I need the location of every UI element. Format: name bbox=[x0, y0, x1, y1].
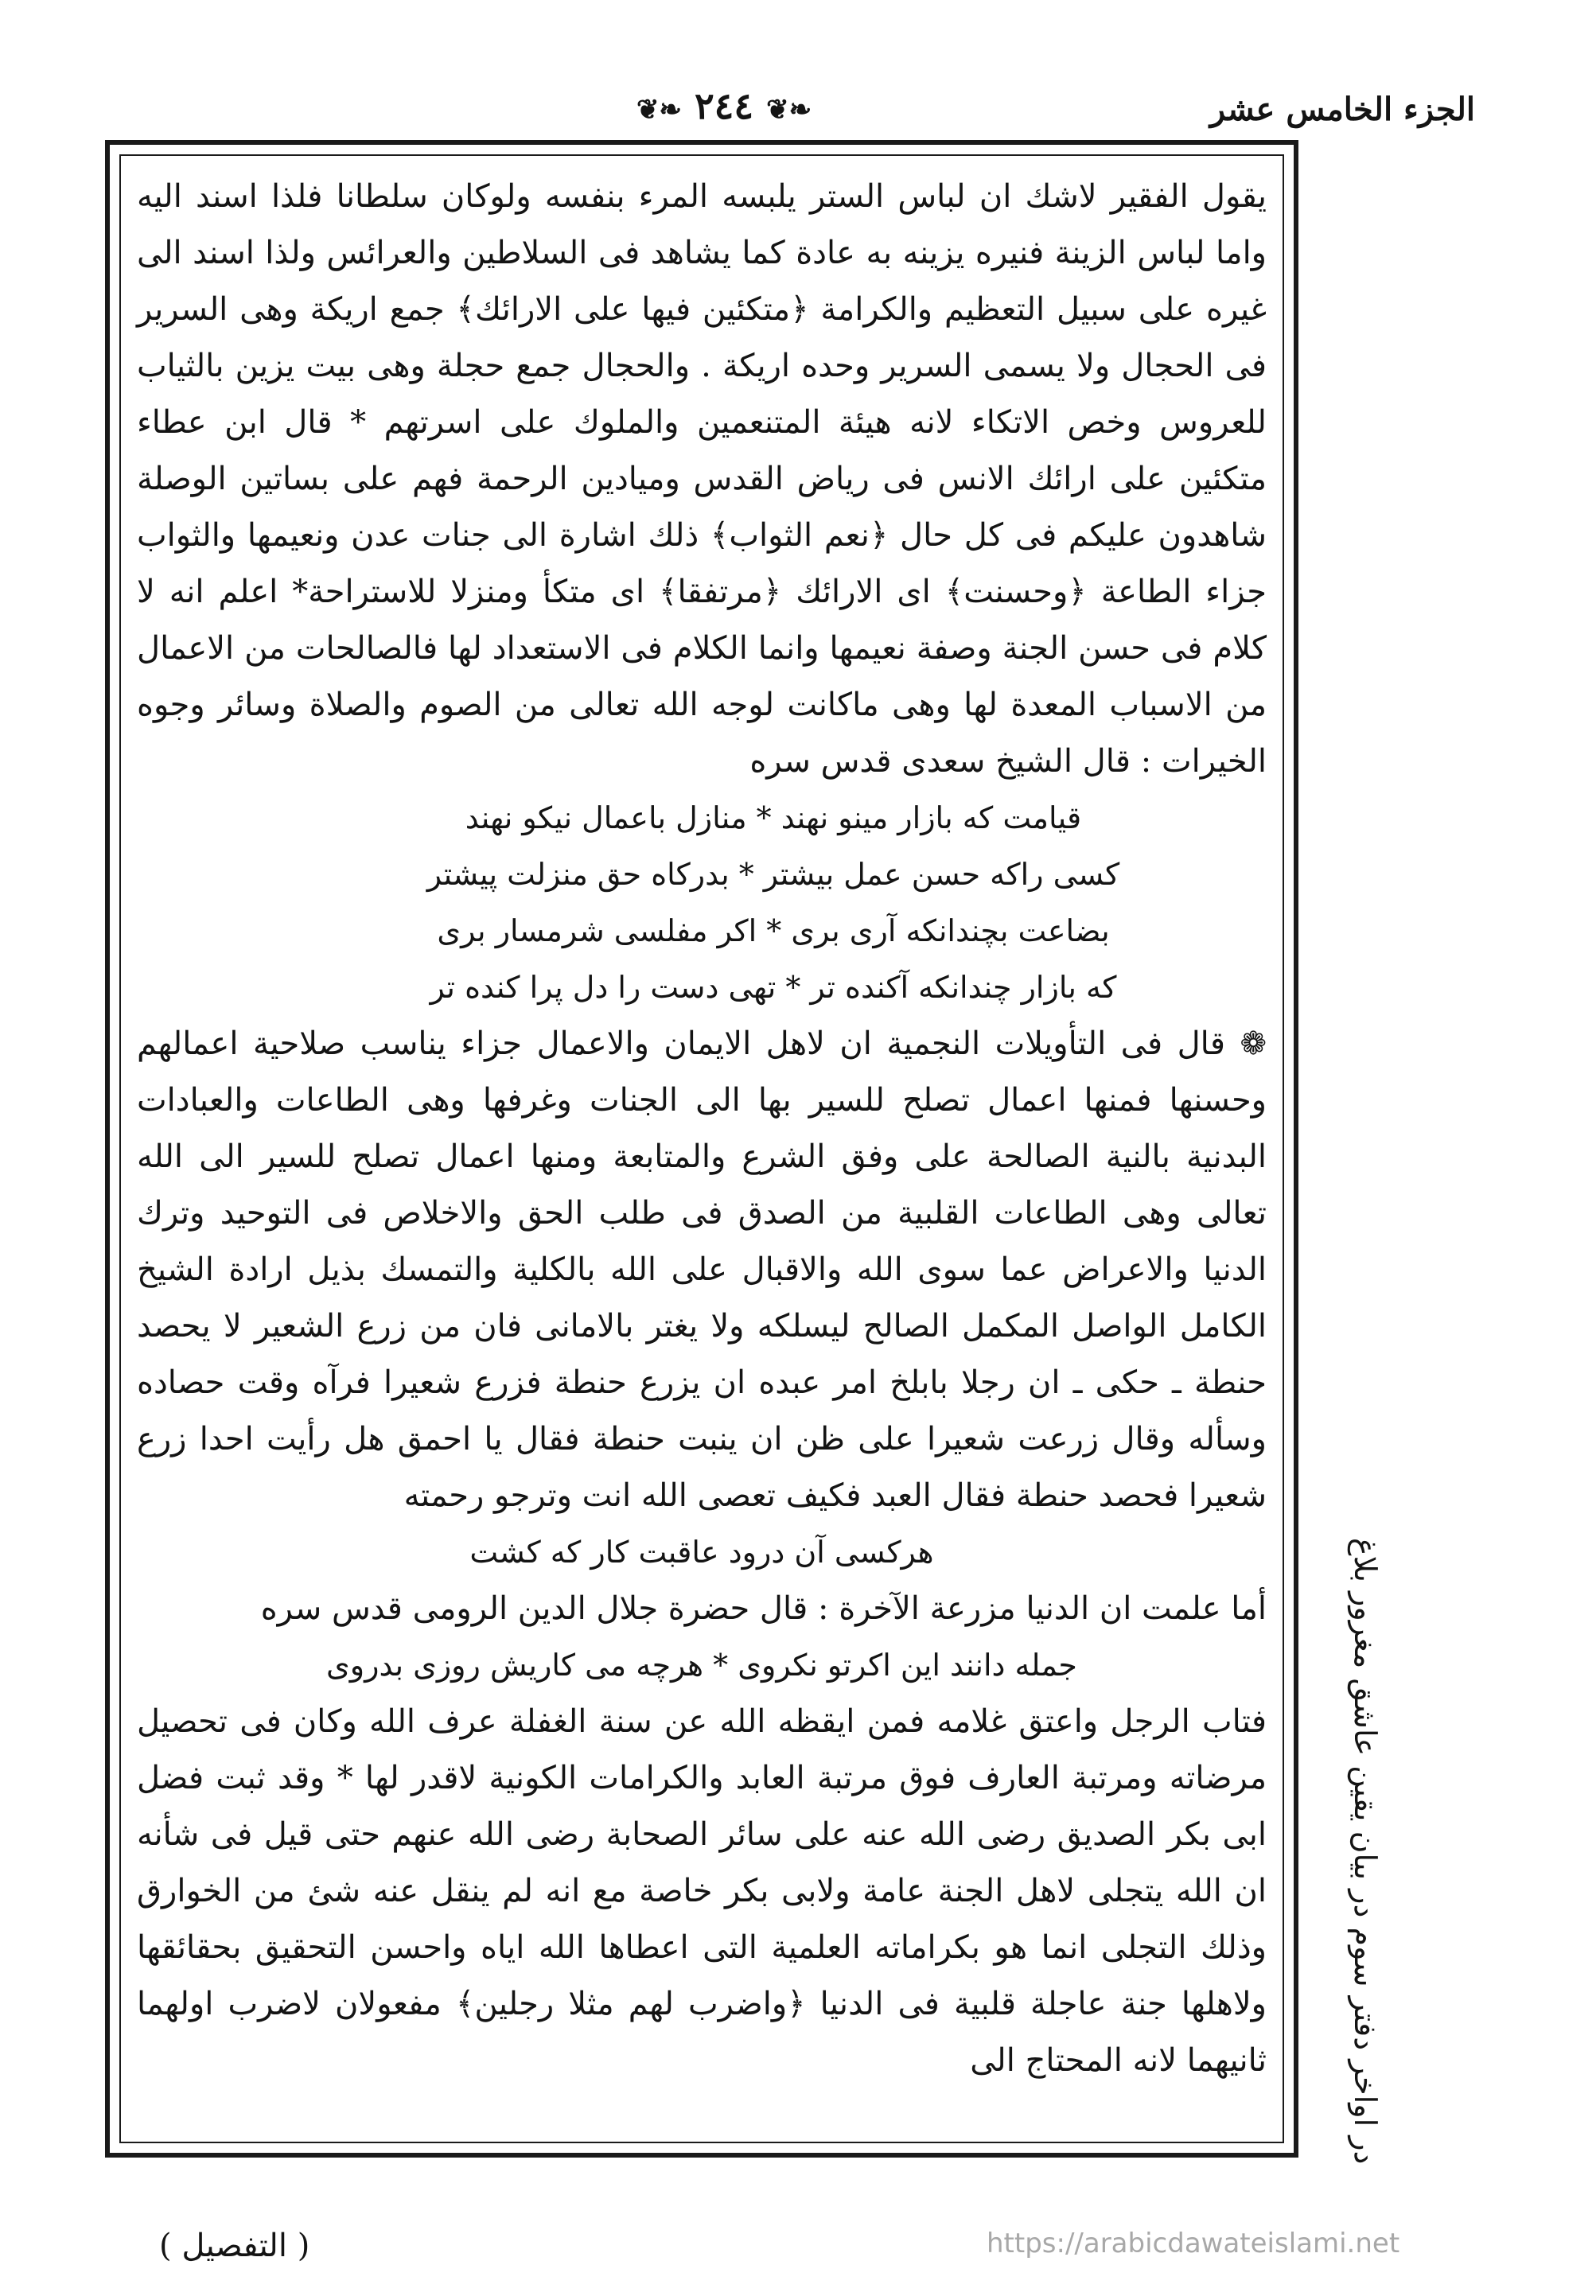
watermark: https://arabicdawateislami.net bbox=[987, 2228, 1400, 2259]
verse-line: بضاعت بچندانكه آرى برى * اكر مفلسى شرمسار برى bbox=[437, 913, 1110, 948]
page-number-block bbox=[605, 84, 843, 127]
page-header bbox=[0, 84, 1596, 148]
margin-note: در اواخر دفتر سوم در بيان يقين عاشق مغرور بلاغ bbox=[1348, 1537, 1383, 2164]
page-number: ٢٤٤ bbox=[694, 84, 754, 127]
verse-line: هركسى آن درود عاقبت كار كه كشت bbox=[469, 1535, 934, 1570]
verse-line: جمله دانند اين اكرتو نكروى * هرچه مى كاريش روزى بدروى bbox=[326, 1648, 1077, 1683]
part-title: الجزء الخامس عشر bbox=[1209, 91, 1475, 128]
ornament-icon: ❦❧ bbox=[766, 94, 812, 126]
paragraph: ❁ قال فى التأويلات النجمية ان لاهل الايمان والاعمال جزاء يناسب صلاحية اعمالهم وحسنها فمنها اعمال تصلح للسير بها الى الجنات وغرفها وهى الطاعات والعبادات البدنية بالنية الصالحة على وفق الشرع والمتابعة ومنها اعمال تصلح للسير الى الله تعالى وهى الطاعات القلبية من الصدق فى طلب الحق والاخلاص فى التوحيد وترك الدنيا والاعراض عما سوى الله والاقبال على الله بالكلية والتمسك بذيل ارادة الشيخ الكامل الواصل المكمل الصالح ليسلكه ولا يغتر بالامانى فان من زرع الشعير لا يحصد حنطة ـ حكى ـ ان رجلا بابلخ امر عبده ان يزرع حنطة فزرع شعيرا فرآه وقت حصاده وسأله وقال زرعت شعيرا على ظن ان ينبت حنطة فقال يا احمق هل رأيت احدا زرع شعيرا فحصد حنطة فقال العبد فكيف تعصى الله انت وترجو رحمته bbox=[137, 1025, 1267, 1514]
catchword: ( التفصيل ) bbox=[159, 2228, 310, 2264]
main-text bbox=[137, 169, 1267, 2089]
paragraph: يقول الفقير لاشك ان لباس الستر يلبسه المرء بنفسه ولوكان سلطانا فلذا اسند اليه واما لباس الزينة فنيره يزينه به عادة كما يشاهد فى السلاطين والعرائس ولذا اسند الى غيره على سبيل التعظيم والكرامة ﴿متكئين فيها على الارائك﴾ جمع اريكة وهى السرير فى الحجال ولا يسمى السرير وحده اريكة . والحجال جمع حجلة وهى بيت يزين بالثياب للعروس وخص الاتكاء لانه هيئة المتنعمين والملوك على اسرتهم * قال ابن عطاء متكئين على ارائك الانس فى رياض القدس وميادين الرحمة فهم على بساتين الوصلة شاهدون عليكم فى كل حال ﴿نعم الثواب﴾ ذلك اشارة الى جنات عدن ونعيمها والثواب جزاء الطاعة ﴿وحسنت﴾ اى الارائك ﴿مرتفقا﴾ اى متكأ ومنزلا للاستراحة* اعلم انه لا كلام فى حسن الجنة وصفة نعيمها وانما الكلام فى الاستعداد لها فالصالحات من الاعمال من الاسباب المعدة لها وهى ماكانت لوجه الله تعالى من الصوم والصلاة وسائر وجوه الخيرات : قال الشيخ سعدى قدس سره bbox=[137, 178, 1267, 780]
verse-line: كه بازار چندانكه آكنده تر * تهى دست را دل پرا كنده تر bbox=[430, 970, 1117, 1005]
ornament-icon: ❦❧ bbox=[636, 94, 682, 126]
verse-line: كسى راكه حسن عمل بيشتر * بدركاه حق منزلت پيشتر bbox=[426, 857, 1120, 892]
paragraph: فتاب الرجل واعتق غلامه فمن ايقظه الله عن سنة الغفلة عرف الله وكان فى تحصيل مرضاته ومرتبة العارف فوق مرتبة العابد والكرامات الكونية لاقدر لها * وقد ثبت فضل ابى بكر الصديق رضى الله عنه على سائر الصحابة رضى الله عنهم حتى قيل فى شأنه ان الله يتجلى لاهل الجنة عامة ولابى بكر خاصة مع انه لم ينقل عنه شئ من الخوارق وذلك التجلى انما هو بكراماته العلمية التى اعطاها الله اياه واحسن التحقيق بحقائقها ولاهلها جنة عاجلة قلبية فى الدنيا ﴿واضرب لهم مثلا رجلين﴾ مفعولان لاضرب اولهما ثانيهما لانه المحتاج الى bbox=[137, 1703, 1267, 2079]
paragraph: أما علمت ان الدنيا مزرعة الآخرة : قال حضرة جلال الدين الرومى قدس سره bbox=[260, 1590, 1267, 1627]
verse-line: قيامت كه بازار مينو نهند * منازل باعمال نيكو نهند bbox=[465, 800, 1082, 835]
